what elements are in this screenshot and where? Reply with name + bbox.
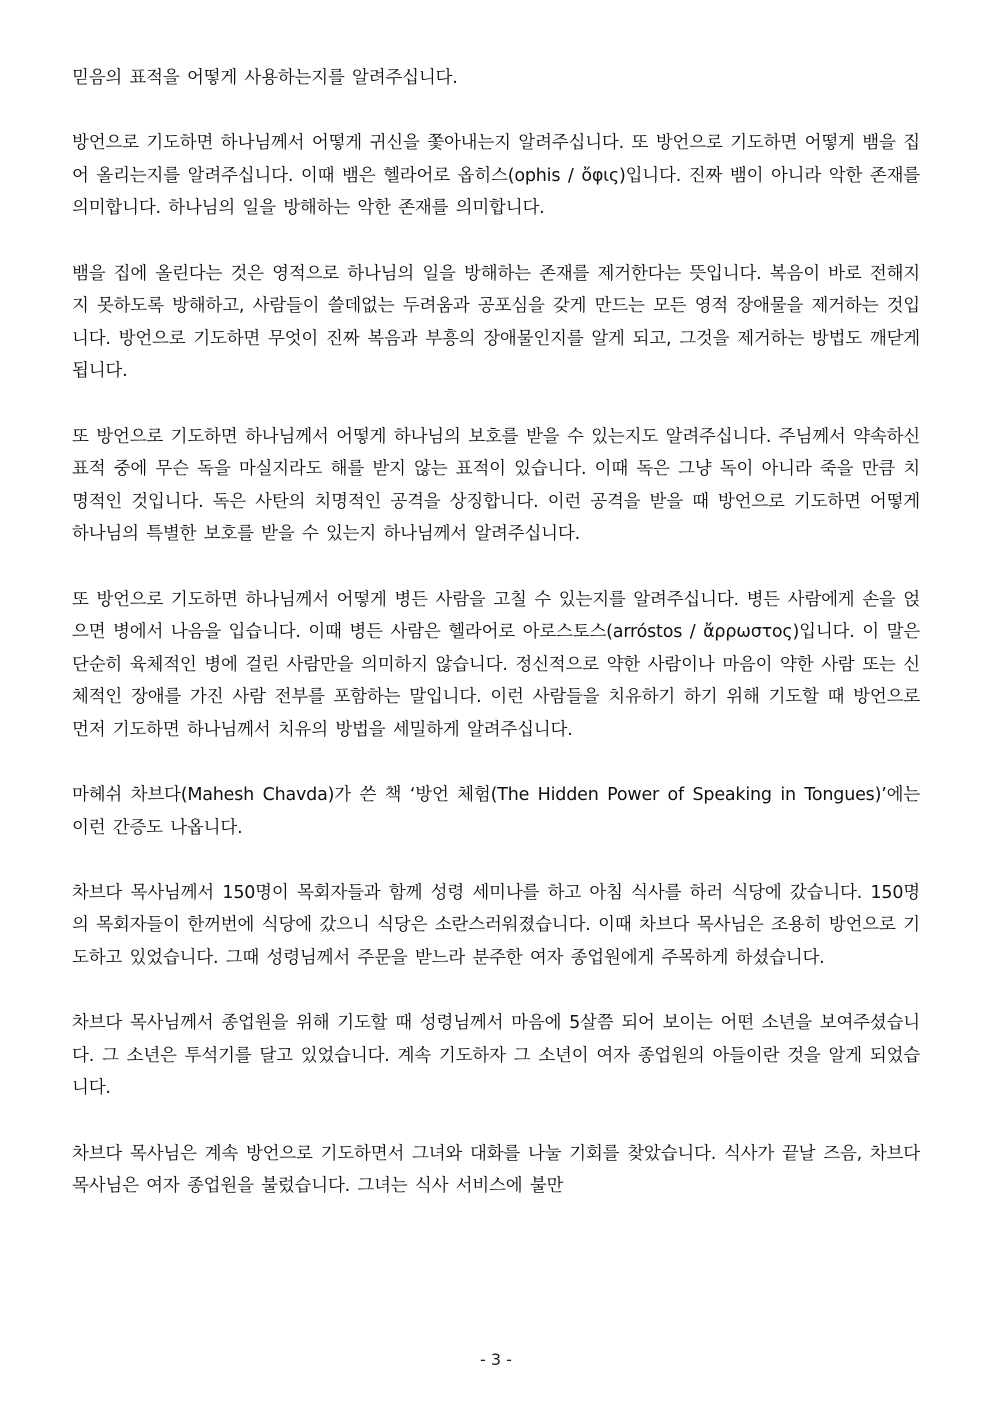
document-body xyxy=(72,62,920,1203)
paragraph: 마헤쉬 차브다(Mahesh Chavda)가 쓴 책 ‘방언 체험(The Hidden Power of Speaking in Tongues)’에는 이런 간증도 나옵니다. xyxy=(72,785,920,838)
paragraph: 차브다 목사님께서 종업원을 위해 기도할 때 성령님께서 마음에 5살쯤 되어 보이는 어떤 소년을 보여주셨습니다. 그 소년은 투석기를 달고 있었습니다. 계속 기도하자 그 소년이 여자 종업원의 아들이란 것을 알게 되었습니다. xyxy=(72,1013,920,1099)
paragraph: 차브다 목사님은 계속 방언으로 기도하면서 그녀와 대화를 나눌 기회를 찾았습니다. 식사가 끝날 즈음, 차브다 목사님은 여자 종업원을 불렀습니다. 그녀는 식사 서비스에 불만 xyxy=(72,1143,920,1197)
page-number: - 3 - xyxy=(480,1350,512,1369)
paragraph: 또 방언으로 기도하면 하나님께서 어떻게 병든 사람을 고칠 수 있는지를 알려주십니다. 병든 사람에게 손을 얹으면 병에서 나음을 입습니다. 이때 병든 사람은 헬라어로 아로스토스(arróstos / ἄρρωστος)입니다. 이 말은 단순히 육체적인 병에 걸린 사람만을 의미하지 않습니다. 정신적으로 약한 사람이나 마음이 약한 사람 또는 신체적인 장애를 가진 사람 전부를 포함하는 말입니다. 이런 사람들을 치유하기 하기 위해 기도할 때 방언으로 먼저 기도하면 하나님께서 치유의 방법을 세밀하게 알려주십니다. xyxy=(72,589,920,740)
paragraph: 뱀을 집에 올린다는 것은 영적으로 하나님의 일을 방해하는 존재를 제거한다는 뜻입니다. 복음이 바로 전해지지 못하도록 방해하고, 사람들이 쓸데없는 두려움과 공포심을 갖게 만드는 모든 영적 장애물을 제거하는 것입니다. 방언으로 기도하면 무엇이 진짜 복음과 부흥의 장애물인지를 알게 되고, 그것을 제거하는 방법도 깨닫게 됩니다. xyxy=(72,263,920,382)
paragraph: 방언으로 기도하면 하나님께서 어떻게 귀신을 쫓아내는지 알려주십니다. 또 방언으로 기도하면 어떻게 뱀을 집어 올리는지를 알려주십니다. 이때 뱀은 헬라어로 옵히스(ophis / ὄφις)입니다. 진짜 뱀이 아니라 악한 존재를 의미합니다. 하나님의 일을 방해하는 악한 존재를 의미합니다. xyxy=(72,133,920,219)
paragraph: 또 방언으로 기도하면 하나님께서 어떻게 하나님의 보호를 받을 수 있는지도 알려주십니다. 주님께서 약속하신 표적 중에 무슨 독을 마실지라도 해를 받지 않는 표적이 있습니다. 이때 독은 그냥 독이 아니라 죽을 만큼 치명적인 것입니다. 독은 사탄의 치명적인 공격을 상징합니다. 이런 공격을 받을 때 방언으로 기도하면 어떻게 하나님의 특별한 보호를 받을 수 있는지 하나님께서 알려주십니다. xyxy=(72,426,920,545)
paragraph: 차브다 목사님께서 150명이 목회자들과 함께 성령 세미나를 하고 아침 식사를 하러 식당에 갔습니다. 150명의 목회자들이 한꺼번에 식당에 갔으니 식당은 소란스러워졌습니다. 이때 차브다 목사님은 조용히 방언으로 기도하고 있었습니다. 그때 성령님께서 주문을 받느라 분주한 여자 종업원에게 주목하게 하셨습니다. xyxy=(72,882,920,969)
paragraph: 믿음의 표적을 어떻게 사용하는지를 알려주십니다. xyxy=(72,68,458,88)
